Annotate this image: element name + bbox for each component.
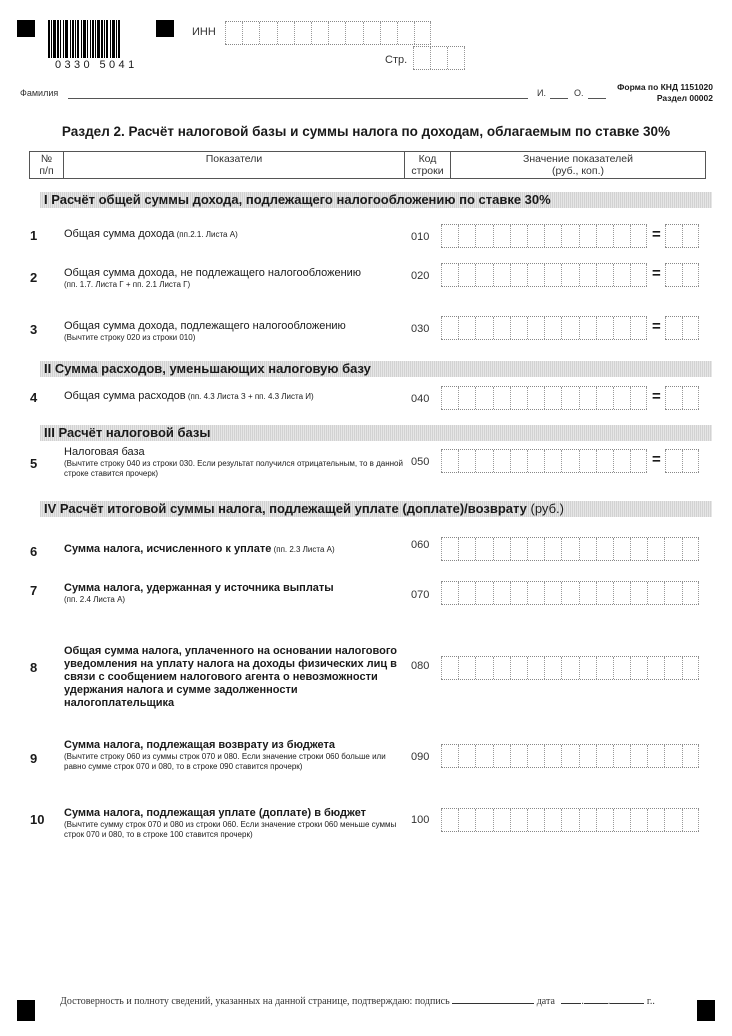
kop-field-020[interactable] xyxy=(665,263,699,287)
initial-i-field[interactable] xyxy=(550,98,568,99)
digit-cell[interactable] xyxy=(682,745,699,767)
digit-cell[interactable] xyxy=(665,317,682,339)
digit-cell[interactable] xyxy=(493,582,510,604)
digit-cell[interactable] xyxy=(544,317,561,339)
digit-cell[interactable] xyxy=(613,225,630,247)
row-label-text: Общая сумма дохода, подлежащего налогообложению xyxy=(64,320,346,332)
digit-cell[interactable] xyxy=(630,657,647,679)
row-note: (Вычтите строку 040 из строки 030. Если результат получился отрицательным, то в данной строке ставится прочерк) xyxy=(64,459,403,478)
row-number: 4 xyxy=(30,390,38,405)
digit-cell[interactable] xyxy=(596,745,613,767)
date-label: дата xyxy=(536,996,555,1007)
digit-cell[interactable] xyxy=(458,538,475,560)
rub-kop-separator: = xyxy=(652,318,661,335)
digit-cell[interactable] xyxy=(510,809,527,831)
section-code: Раздел 00002 xyxy=(656,93,713,103)
section-3-header: III Расчёт налоговой базы xyxy=(40,425,712,441)
alignment-marker-top-left xyxy=(17,20,35,37)
digit-cell[interactable] xyxy=(682,582,699,604)
digit-cell[interactable] xyxy=(475,387,492,409)
digit-cell[interactable] xyxy=(664,745,681,767)
row-label-text: Общая сумма дохода xyxy=(64,228,175,240)
digit-cell[interactable] xyxy=(458,745,475,767)
row-code: 100 xyxy=(411,814,430,826)
value-field-010[interactable] xyxy=(441,224,647,248)
value-field-050[interactable] xyxy=(441,449,647,473)
row-label xyxy=(64,543,404,556)
digit-cell[interactable] xyxy=(430,47,447,69)
kop-field-030[interactable] xyxy=(665,316,699,340)
digit-cell[interactable] xyxy=(475,745,492,767)
digit-cell[interactable] xyxy=(345,22,362,44)
digit-cell[interactable] xyxy=(613,538,630,560)
digit-cell[interactable] xyxy=(527,538,544,560)
digit-cell[interactable] xyxy=(561,657,578,679)
row-note: (Вычтите строку 060 из суммы строк 070 и 080. Если значение строки 060 больше или равно сумме строк 070 и 080, то в строке 090 ставится прочерк) xyxy=(64,752,386,771)
section-4-title: IV Расчёт итоговой суммы налога, подлежащей уплате (доплате)/возврату xyxy=(44,501,527,516)
digit-cell[interactable] xyxy=(630,538,647,560)
digit-cell[interactable] xyxy=(493,538,510,560)
digit-cell[interactable] xyxy=(664,582,681,604)
row-label xyxy=(64,228,404,241)
row-label-text: Сумма налога, подлежащая уплате (доплате) в бюджет xyxy=(64,807,367,819)
row-number: 7 xyxy=(30,583,38,598)
digit-cell[interactable] xyxy=(527,450,544,472)
digit-cell[interactable] xyxy=(475,450,492,472)
digit-cell[interactable] xyxy=(630,450,647,472)
digit-cell[interactable] xyxy=(363,22,380,44)
digit-cell[interactable] xyxy=(493,225,510,247)
footer-certification: Достоверность и полноту сведений, указанных на данной странице, подтверждаю: подпись дата . . г.. xyxy=(60,996,655,1007)
row-code: 020 xyxy=(411,270,430,282)
digit-cell[interactable] xyxy=(665,450,682,472)
digit-cell[interactable] xyxy=(544,657,561,679)
digit-cell[interactable] xyxy=(458,809,475,831)
row-label-text: Сумма налога, подлежащая возврату из бюджета xyxy=(64,739,335,751)
surname-field[interactable] xyxy=(68,98,528,99)
digit-cell[interactable] xyxy=(613,745,630,767)
digit-cell[interactable] xyxy=(630,264,647,286)
digit-cell[interactable] xyxy=(561,809,578,831)
kop-field-010[interactable] xyxy=(665,224,699,248)
digit-cell[interactable] xyxy=(544,450,561,472)
digit-cell[interactable] xyxy=(544,264,561,286)
digit-cell[interactable] xyxy=(441,387,458,409)
row-number: 2 xyxy=(30,270,38,285)
barcode-number: 0330 5041 xyxy=(55,59,138,71)
page-title: Раздел 2. Расчёт налоговой базы и суммы налога по доходам, облагаемым по ставке 30% xyxy=(61,124,671,139)
digit-cell[interactable] xyxy=(682,387,699,409)
digit-cell[interactable] xyxy=(510,387,527,409)
digit-cell[interactable] xyxy=(630,225,647,247)
digit-cell[interactable] xyxy=(544,809,561,831)
col-header-num xyxy=(30,152,64,178)
digit-cell[interactable] xyxy=(414,22,431,44)
row-label xyxy=(64,446,404,479)
digit-cell[interactable] xyxy=(294,22,311,44)
row-note: (Вычтите сумму строк 070 и 080 из строки 060. Если значение строки 060 меньше суммы строк 070 и 080, то в строке 100 ставится прочерк) xyxy=(64,820,397,839)
digit-cell[interactable] xyxy=(441,264,458,286)
row-number: 1 xyxy=(30,228,38,243)
digit-cell[interactable] xyxy=(630,317,647,339)
digit-cell[interactable] xyxy=(527,809,544,831)
digit-cell[interactable] xyxy=(277,22,294,44)
value-field-030[interactable] xyxy=(441,316,647,340)
row-number: 9 xyxy=(30,751,38,766)
digit-cell[interactable] xyxy=(630,582,647,604)
row-label-text: Общая сумма дохода, не подлежащего налогообложению xyxy=(64,267,362,279)
year-suffix: г.. xyxy=(646,996,655,1007)
barcode xyxy=(48,20,144,58)
digit-cell[interactable] xyxy=(630,809,647,831)
alignment-marker-top-middle xyxy=(156,20,174,37)
rub-kop-separator: = xyxy=(652,265,661,282)
kop-field-040[interactable] xyxy=(665,386,699,410)
digit-cell[interactable] xyxy=(561,538,578,560)
row-inline-note: (пп.2.1. Листа А) xyxy=(174,230,238,239)
row-number: 5 xyxy=(30,456,38,471)
row-label xyxy=(64,582,404,605)
initial-o-label: О. xyxy=(574,88,584,98)
row-note: (Вычтите строку 020 из строки 010) xyxy=(64,333,196,342)
col-header-num-line2: п/п xyxy=(39,165,54,177)
digit-cell[interactable] xyxy=(458,225,475,247)
row-inline-note: (пп. 2.3 Листа А) xyxy=(271,545,335,554)
value-field-080[interactable] xyxy=(441,656,699,680)
digit-cell[interactable] xyxy=(510,582,527,604)
digit-cell[interactable] xyxy=(561,582,578,604)
digit-cell[interactable] xyxy=(579,225,596,247)
digit-cell[interactable] xyxy=(544,745,561,767)
digit-cell[interactable] xyxy=(475,317,492,339)
row-label xyxy=(64,739,404,772)
digit-cell[interactable] xyxy=(328,22,345,44)
row-number: 6 xyxy=(30,544,38,559)
digit-cell[interactable] xyxy=(647,582,664,604)
col-header-code-line1: Код xyxy=(418,153,437,165)
digit-cell[interactable] xyxy=(665,387,682,409)
digit-cell[interactable] xyxy=(596,657,613,679)
digit-cell[interactable] xyxy=(493,450,510,472)
digit-cell[interactable] xyxy=(682,450,699,472)
section-1-header: I Расчёт общей суммы дохода, подлежащего налогообложению по ставке 30% xyxy=(40,192,712,208)
rub-kop-separator: = xyxy=(652,226,661,243)
digit-cell[interactable] xyxy=(458,450,475,472)
digit-cell[interactable] xyxy=(475,264,492,286)
digit-cell[interactable] xyxy=(544,387,561,409)
digit-cell[interactable] xyxy=(596,317,613,339)
alignment-marker-bottom-right xyxy=(697,1000,715,1021)
digit-cell[interactable] xyxy=(458,317,475,339)
row-code: 010 xyxy=(411,231,430,243)
row-label-text: Общая сумма налога, уплаченного на основании налогового уведомления на уплату налога на доходы физических лиц в связи с сообщением налогового агента о невозможности удержания налога и сумме задолженности налогоплательщика xyxy=(64,645,398,709)
digit-cell[interactable] xyxy=(682,538,699,560)
digit-cell[interactable] xyxy=(665,264,682,286)
date-year-field[interactable] xyxy=(610,994,644,1004)
form-code: Форма по КНД 1151020 xyxy=(617,82,713,92)
row-number: 3 xyxy=(30,322,38,337)
date-month-field[interactable] xyxy=(584,994,608,1004)
digit-cell[interactable] xyxy=(613,582,630,604)
digit-cell[interactable] xyxy=(447,47,464,69)
digit-cell[interactable] xyxy=(647,538,664,560)
digit-cell[interactable] xyxy=(380,22,397,44)
digit-cell[interactable] xyxy=(510,264,527,286)
row-number: 10 xyxy=(30,812,45,827)
initial-i-label: И. xyxy=(537,88,546,98)
digit-cell[interactable] xyxy=(441,582,458,604)
row-code: 070 xyxy=(411,589,430,601)
col-header-value xyxy=(451,152,705,178)
digit-cell[interactable] xyxy=(682,657,699,679)
digit-cell[interactable] xyxy=(458,264,475,286)
col-header-code xyxy=(405,152,451,178)
alignment-marker-bottom-left xyxy=(17,1000,35,1021)
value-field-100[interactable] xyxy=(441,808,699,832)
digit-cell[interactable] xyxy=(596,264,613,286)
digit-cell[interactable] xyxy=(458,657,475,679)
digit-cell[interactable] xyxy=(682,264,699,286)
digit-cell[interactable] xyxy=(397,22,414,44)
page-number-field[interactable] xyxy=(413,46,465,70)
digit-cell[interactable] xyxy=(441,450,458,472)
digit-cell[interactable] xyxy=(527,264,544,286)
digit-cell[interactable] xyxy=(413,47,430,69)
digit-cell[interactable] xyxy=(441,225,458,247)
digit-cell[interactable] xyxy=(665,225,682,247)
digit-cell[interactable] xyxy=(458,387,475,409)
digit-cell[interactable] xyxy=(613,450,630,472)
digit-cell[interactable] xyxy=(579,745,596,767)
row-note: (пп. 1.7. Листа Г + пп. 2.1 Листа Г) xyxy=(64,280,191,289)
digit-cell[interactable] xyxy=(527,387,544,409)
digit-cell[interactable] xyxy=(475,809,492,831)
digit-cell[interactable] xyxy=(647,745,664,767)
digit-cell[interactable] xyxy=(613,264,630,286)
digit-cell[interactable] xyxy=(225,22,242,44)
footer-text: Достоверность и полноту сведений, указанных на данной странице, подтверждаю: подпись xyxy=(60,996,450,1007)
digit-cell[interactable] xyxy=(613,317,630,339)
rub-kop-separator: = xyxy=(652,451,661,468)
row-inline-note: (пп. 4.3 Листа З + пп. 4.3 Листа И) xyxy=(185,392,314,401)
digit-cell[interactable] xyxy=(475,225,492,247)
digit-cell[interactable] xyxy=(242,22,259,44)
digit-cell[interactable] xyxy=(561,317,578,339)
table-header xyxy=(29,151,706,179)
digit-cell[interactable] xyxy=(493,745,510,767)
col-header-value-line2: (руб., коп.) xyxy=(551,165,604,177)
section-2-header: II Сумма расходов, уменьшающих налоговую базу xyxy=(40,361,712,377)
inn-field[interactable] xyxy=(225,21,431,45)
digit-cell[interactable] xyxy=(647,657,664,679)
row-label xyxy=(64,267,404,290)
digit-cell[interactable] xyxy=(510,450,527,472)
initial-o-field[interactable] xyxy=(588,98,606,99)
digit-cell[interactable] xyxy=(596,538,613,560)
value-field-020[interactable] xyxy=(441,263,647,287)
digit-cell[interactable] xyxy=(493,657,510,679)
date-day-field[interactable] xyxy=(561,994,581,1004)
digit-cell[interactable] xyxy=(596,809,613,831)
digit-cell[interactable] xyxy=(544,538,561,560)
row-code: 060 xyxy=(411,539,430,551)
digit-cell[interactable] xyxy=(441,745,458,767)
row-label-text: Сумма налога, исчисленного к уплате xyxy=(64,543,272,555)
row-code: 030 xyxy=(411,323,430,335)
digit-cell[interactable] xyxy=(561,745,578,767)
digit-cell[interactable] xyxy=(510,538,527,560)
digit-cell[interactable] xyxy=(510,225,527,247)
digit-cell[interactable] xyxy=(561,450,578,472)
col-header-indicators: Показатели xyxy=(64,152,405,178)
digit-cell[interactable] xyxy=(441,317,458,339)
digit-cell[interactable] xyxy=(561,387,578,409)
digit-cell[interactable] xyxy=(544,582,561,604)
digit-cell[interactable] xyxy=(613,657,630,679)
digit-cell[interactable] xyxy=(441,538,458,560)
digit-cell[interactable] xyxy=(579,264,596,286)
row-code: 040 xyxy=(411,393,430,405)
digit-cell[interactable] xyxy=(475,582,492,604)
digit-cell[interactable] xyxy=(579,582,596,604)
digit-cell[interactable] xyxy=(596,387,613,409)
col-header-value-line1: Значение показателей xyxy=(523,153,633,165)
digit-cell[interactable] xyxy=(510,657,527,679)
row-label xyxy=(64,390,404,403)
digit-cell[interactable] xyxy=(579,538,596,560)
value-field-070[interactable] xyxy=(441,581,699,605)
digit-cell[interactable] xyxy=(493,264,510,286)
signature-field[interactable] xyxy=(452,994,534,1004)
value-field-040[interactable] xyxy=(441,386,647,410)
value-field-060[interactable] xyxy=(441,537,699,561)
digit-cell[interactable] xyxy=(596,225,613,247)
value-field-090[interactable] xyxy=(441,744,699,768)
digit-cell[interactable] xyxy=(579,657,596,679)
digit-cell[interactable] xyxy=(613,809,630,831)
kop-field-050[interactable] xyxy=(665,449,699,473)
digit-cell[interactable] xyxy=(311,22,328,44)
page-label: Стр. xyxy=(385,54,408,66)
col-header-num-line1: № xyxy=(40,153,53,165)
digit-cell[interactable] xyxy=(682,225,699,247)
digit-cell[interactable] xyxy=(493,387,510,409)
digit-cell[interactable] xyxy=(493,317,510,339)
surname-label: Фамилия xyxy=(20,88,59,98)
digit-cell[interactable] xyxy=(441,809,458,831)
digit-cell[interactable] xyxy=(664,657,681,679)
row-label xyxy=(64,320,404,343)
row-code: 050 xyxy=(411,456,430,468)
digit-cell[interactable] xyxy=(544,225,561,247)
row-label xyxy=(64,807,404,840)
row-label-text: Общая сумма расходов xyxy=(64,390,186,402)
digit-cell[interactable] xyxy=(441,657,458,679)
row-code: 080 xyxy=(411,660,430,672)
digit-cell[interactable] xyxy=(664,809,681,831)
form-info xyxy=(617,82,713,104)
digit-cell[interactable] xyxy=(682,809,699,831)
digit-cell[interactable] xyxy=(493,809,510,831)
digit-cell[interactable] xyxy=(579,809,596,831)
digit-cell[interactable] xyxy=(596,450,613,472)
digit-cell[interactable] xyxy=(527,745,544,767)
row-label xyxy=(64,645,399,710)
digit-cell[interactable] xyxy=(579,450,596,472)
row-note: (пп. 2.4 Листа А) xyxy=(64,595,126,604)
digit-cell[interactable] xyxy=(613,387,630,409)
digit-cell[interactable] xyxy=(561,264,578,286)
section-4-header xyxy=(40,501,712,517)
digit-cell[interactable] xyxy=(527,317,544,339)
digit-cell[interactable] xyxy=(475,538,492,560)
digit-cell[interactable] xyxy=(596,582,613,604)
inn-label: ИНН xyxy=(192,26,216,38)
rub-kop-separator: = xyxy=(652,388,661,405)
digit-cell[interactable] xyxy=(647,809,664,831)
digit-cell[interactable] xyxy=(527,657,544,679)
digit-cell[interactable] xyxy=(664,538,681,560)
digit-cell[interactable] xyxy=(475,657,492,679)
col-header-code-line2: строки xyxy=(411,165,444,177)
digit-cell[interactable] xyxy=(579,387,596,409)
digit-cell[interactable] xyxy=(630,745,647,767)
digit-cell[interactable] xyxy=(458,582,475,604)
section-4-title-suffix: (руб.) xyxy=(526,501,564,516)
digit-cell[interactable] xyxy=(259,22,276,44)
row-label-text: Налоговая база xyxy=(64,446,145,458)
digit-cell[interactable] xyxy=(630,387,647,409)
row-code: 090 xyxy=(411,751,430,763)
row-number: 8 xyxy=(30,660,38,675)
digit-cell[interactable] xyxy=(561,225,578,247)
row-label-text: Сумма налога, удержанная у источника выплаты xyxy=(64,582,334,594)
digit-cell[interactable] xyxy=(527,582,544,604)
digit-cell[interactable] xyxy=(527,225,544,247)
digit-cell[interactable] xyxy=(682,317,699,339)
digit-cell[interactable] xyxy=(579,317,596,339)
digit-cell[interactable] xyxy=(510,745,527,767)
digit-cell[interactable] xyxy=(510,317,527,339)
